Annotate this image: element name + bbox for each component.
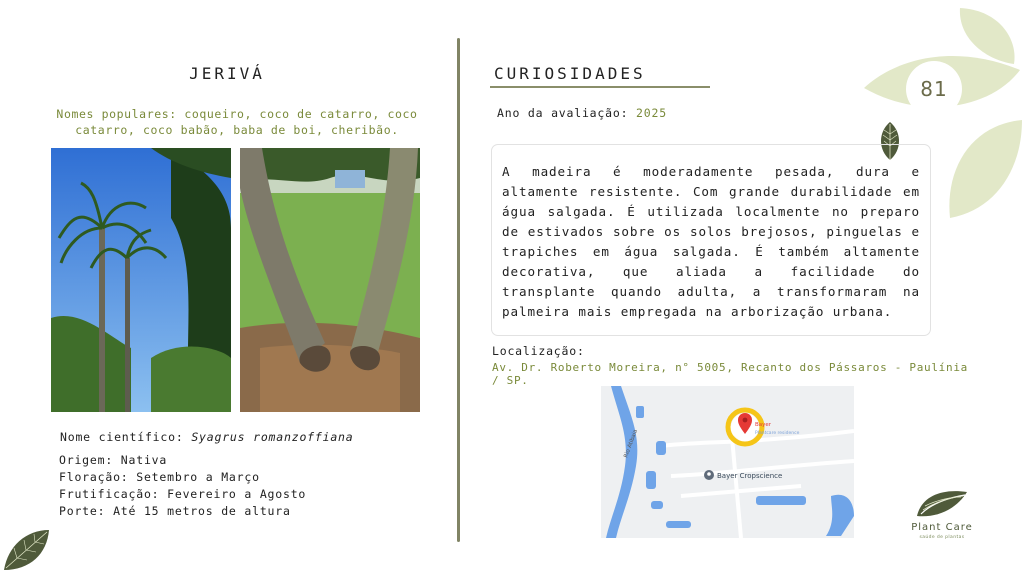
plant-title: JERIVÁ [189,64,265,83]
map-pin-sublabel: Plantcare residence [755,431,800,436]
bottom-leaf-icon [2,526,52,574]
floracao: Floração: Setembro a Março [59,470,260,484]
title-underline [490,86,710,88]
curiosidades-title: CURIOSIDADES [494,64,646,83]
nome-cientifico-label: Nome científico: [60,430,192,444]
porte: Porte: Até 15 metros de altura [59,504,291,518]
localizacao-label: Localização: [492,344,585,358]
ano-label: Ano da avaliação: [497,106,637,120]
vertical-divider [457,38,460,542]
logo-name: Plant Care [911,522,973,533]
logo-tagline: saúde de plantas [919,535,965,540]
ano-avaliacao [497,106,797,120]
nomes-populares: Nomes populares: coqueiro, coco de catarro, coco catarro, coco babão, baba de boi, cheribão. [56,107,418,137]
localizacao-value: Av. Dr. Roberto Moreira, n° 5005, Recanto dos Pássaros - Paulínia / SP. [492,361,968,387]
map-pin-label: Bayer [755,422,772,428]
ano-value: 2025 [636,106,667,120]
page-number: 81 [920,77,948,101]
map-road-label: Rio Atibaia [623,428,639,459]
palm-trunk-photo [240,148,420,412]
curiosidades-text: A madeira é moderadamente pesada, dura e altamente resistente. Com grande durabilidade em água salgada. É utilizada localmente no preparo de estivados sobre os solos brejosos, pinguelas e trapiches em água salgada. É também altamente decorativa, que aliada a facilidade do transplante quando adulta, a transformaram na palmeira mais empregada na arborização urbana. [491,144,931,336]
plant-care-logo-icon [913,486,971,520]
palm-tree-photo [51,148,231,412]
frutificacao: Frutificação: Fevereiro a Agosto [59,487,307,501]
origem: Origem: Nativa [59,453,168,467]
nome-cientifico [60,429,440,446]
nome-cientifico-value: Syagrus romanzoffiana [191,430,354,444]
location-map[interactable] [601,386,854,538]
map-place-label: Bayer Cropscience [717,472,783,480]
